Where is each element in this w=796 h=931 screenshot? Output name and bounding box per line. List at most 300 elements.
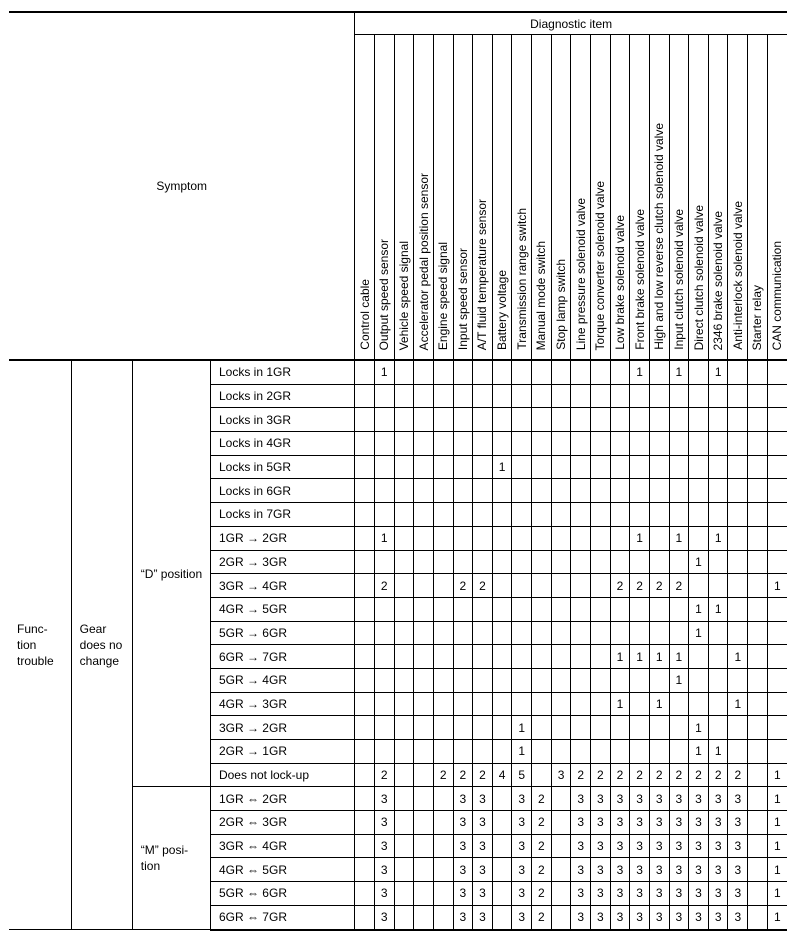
row-label: 5GR → 4GR — [210, 668, 354, 692]
priority-cell: 3 — [689, 858, 709, 882]
priority-cell — [492, 882, 512, 906]
priority-cell — [512, 597, 532, 621]
priority-cell — [748, 360, 768, 384]
priority-cell — [394, 479, 414, 503]
priority-cell: 3 — [708, 811, 728, 835]
priority-cell: 2 — [669, 763, 689, 787]
priority-cell: 3 — [630, 811, 650, 835]
column-header-label: Vehicle speed signal — [396, 240, 411, 350]
priority-cell: 3 — [689, 834, 709, 858]
priority-cell — [571, 740, 591, 764]
priority-cell — [551, 479, 571, 503]
priority-cell — [473, 455, 493, 479]
priority-cell — [374, 479, 394, 503]
priority-cell: 1 — [610, 692, 630, 716]
row-label: 5GR → 6GR — [210, 621, 354, 645]
priority-cell: 1 — [767, 763, 787, 787]
m-position-cell — [132, 787, 210, 930]
priority-cell: 3 — [571, 811, 591, 835]
priority-cell — [453, 692, 473, 716]
priority-cell — [355, 787, 375, 811]
priority-cell — [571, 384, 591, 408]
priority-cell — [610, 526, 630, 550]
priority-cell — [689, 408, 709, 432]
priority-cell — [355, 740, 375, 764]
priority-cell: 3 — [571, 858, 591, 882]
priority-cell: 3 — [571, 787, 591, 811]
priority-cell — [532, 408, 552, 432]
priority-cell — [512, 432, 532, 456]
priority-cell: 3 — [453, 834, 473, 858]
priority-cell — [433, 432, 453, 456]
priority-cell — [669, 503, 689, 527]
priority-cell — [394, 834, 414, 858]
priority-cell: 3 — [649, 882, 669, 906]
priority-cell — [532, 740, 552, 764]
priority-cell — [414, 597, 434, 621]
priority-cell — [473, 408, 493, 432]
priority-cell — [433, 716, 453, 740]
priority-cell — [551, 574, 571, 598]
column-header-label: Accelerator pedal position sensor — [416, 172, 431, 350]
priority-cell — [355, 384, 375, 408]
priority-cell — [492, 692, 512, 716]
priority-cell: 3 — [591, 882, 611, 906]
priority-cell — [767, 645, 787, 669]
priority-cell: 3 — [610, 905, 630, 929]
priority-cell — [767, 692, 787, 716]
priority-cell — [433, 668, 453, 692]
priority-cell: 3 — [591, 787, 611, 811]
priority-cell — [551, 621, 571, 645]
priority-cell — [748, 526, 768, 550]
priority-cell — [414, 574, 434, 598]
priority-cell — [571, 503, 591, 527]
priority-cell — [433, 360, 453, 384]
priority-cell: 2 — [532, 811, 552, 835]
priority-cell — [767, 716, 787, 740]
priority-cell — [492, 526, 512, 550]
priority-cell — [689, 455, 709, 479]
priority-cell: 3 — [473, 905, 493, 929]
priority-cell: 3 — [453, 858, 473, 882]
priority-cell: 3 — [669, 905, 689, 929]
priority-cell — [414, 905, 434, 929]
column-header — [433, 35, 453, 361]
priority-cell — [591, 692, 611, 716]
priority-cell — [748, 787, 768, 811]
priority-cell: 1 — [767, 858, 787, 882]
column-header-label: CAN communication — [770, 240, 785, 350]
priority-cell — [414, 384, 434, 408]
priority-cell: 3 — [708, 882, 728, 906]
priority-cell — [355, 621, 375, 645]
column-header-label: Input clutch solenoid valve — [671, 209, 686, 350]
priority-cell: 3 — [630, 882, 650, 906]
column-header-label: A/T fluid temperature sensor — [475, 198, 490, 350]
priority-cell — [394, 905, 414, 929]
row-label: Locks in 6GR — [210, 479, 354, 503]
priority-cell — [649, 740, 669, 764]
priority-cell: 3 — [512, 811, 532, 835]
priority-cell — [767, 384, 787, 408]
column-header — [610, 35, 630, 361]
priority-cell — [355, 550, 375, 574]
priority-cell: 1 — [689, 716, 709, 740]
priority-cell — [355, 716, 375, 740]
priority-cell — [649, 408, 669, 432]
priority-cell — [649, 526, 669, 550]
priority-cell — [492, 716, 512, 740]
priority-cell — [728, 668, 748, 692]
column-header — [492, 35, 512, 361]
priority-cell — [433, 621, 453, 645]
column-header-label: Battery voltage — [495, 269, 510, 350]
priority-cell — [355, 597, 375, 621]
priority-cell — [433, 740, 453, 764]
priority-cell: 3 — [728, 811, 748, 835]
priority-cell: 1 — [767, 574, 787, 598]
priority-cell — [433, 550, 453, 574]
priority-cell: 2 — [591, 763, 611, 787]
priority-cell — [610, 479, 630, 503]
priority-cell — [630, 384, 650, 408]
column-header-label: Torque converter solenoid valve — [593, 180, 608, 350]
column-header — [551, 35, 571, 361]
priority-cell: 3 — [708, 858, 728, 882]
priority-cell — [591, 384, 611, 408]
priority-cell — [414, 455, 434, 479]
priority-cell — [512, 645, 532, 669]
priority-cell — [708, 432, 728, 456]
priority-cell — [551, 834, 571, 858]
priority-cell — [610, 716, 630, 740]
priority-cell — [551, 432, 571, 456]
row-label: 3GR → 2GR — [210, 716, 354, 740]
priority-cell: 1 — [669, 668, 689, 692]
priority-cell — [571, 432, 591, 456]
priority-cell — [649, 455, 669, 479]
priority-cell — [414, 550, 434, 574]
priority-cell — [492, 740, 512, 764]
priority-cell — [532, 692, 552, 716]
priority-cell: 2 — [473, 574, 493, 598]
priority-cell — [748, 811, 768, 835]
column-header-label: Low brake solenoid valve — [612, 215, 627, 350]
priority-cell: 1 — [708, 360, 728, 384]
priority-cell — [512, 384, 532, 408]
priority-cell — [414, 787, 434, 811]
group-label-line: Gear — [79, 622, 107, 636]
priority-cell: 2 — [630, 763, 650, 787]
priority-cell — [532, 668, 552, 692]
priority-cell — [571, 550, 591, 574]
priority-cell: 3 — [689, 811, 709, 835]
priority-cell: 2 — [649, 763, 669, 787]
priority-cell — [748, 716, 768, 740]
column-header — [649, 35, 669, 361]
priority-cell: 1 — [630, 526, 650, 550]
priority-cell — [492, 905, 512, 929]
priority-cell — [394, 550, 414, 574]
priority-cell: 3 — [630, 834, 650, 858]
priority-cell — [708, 621, 728, 645]
priority-cell — [453, 503, 473, 527]
priority-cell — [355, 811, 375, 835]
priority-cell — [532, 384, 552, 408]
priority-cell — [630, 408, 650, 432]
column-header — [591, 35, 611, 361]
priority-cell: 3 — [610, 834, 630, 858]
priority-cell — [748, 503, 768, 527]
column-header-label: Direct clutch solenoid valve — [691, 204, 706, 350]
priority-cell: 3 — [610, 811, 630, 835]
priority-cell — [355, 645, 375, 669]
priority-cell — [748, 621, 768, 645]
row-label: Locks in 1GR — [210, 360, 354, 384]
priority-cell — [649, 479, 669, 503]
priority-cell — [767, 597, 787, 621]
priority-cell — [551, 550, 571, 574]
priority-cell — [571, 479, 591, 503]
priority-cell: 2 — [532, 905, 552, 929]
priority-cell: 3 — [512, 905, 532, 929]
priority-cell — [591, 574, 611, 598]
priority-cell — [355, 668, 375, 692]
priority-cell — [748, 455, 768, 479]
priority-cell: 2 — [669, 574, 689, 598]
priority-cell — [748, 432, 768, 456]
priority-cell — [492, 503, 512, 527]
priority-cell: 2 — [708, 763, 728, 787]
priority-cell: 2 — [532, 787, 552, 811]
priority-cell — [394, 692, 414, 716]
priority-cell — [551, 668, 571, 692]
priority-cell — [433, 574, 453, 598]
priority-cell — [571, 360, 591, 384]
priority-cell — [591, 479, 611, 503]
priority-cell — [355, 432, 375, 456]
priority-cell — [708, 384, 728, 408]
priority-cell — [433, 692, 453, 716]
priority-cell: 1 — [689, 550, 709, 574]
column-header — [708, 35, 728, 361]
priority-cell — [630, 503, 650, 527]
priority-cell — [551, 787, 571, 811]
priority-cell — [374, 503, 394, 527]
priority-cell — [748, 645, 768, 669]
priority-cell: 3 — [473, 811, 493, 835]
priority-cell — [728, 740, 748, 764]
priority-cell — [355, 455, 375, 479]
priority-cell — [591, 716, 611, 740]
priority-cell — [610, 550, 630, 574]
priority-cell — [414, 763, 434, 787]
priority-cell: 1 — [630, 360, 650, 384]
column-header — [414, 35, 434, 361]
priority-cell — [433, 787, 453, 811]
priority-cell — [689, 384, 709, 408]
priority-cell — [433, 905, 453, 929]
priority-cell — [610, 455, 630, 479]
column-header-label: Input speed sensor — [455, 247, 470, 350]
column-header-label: Anti-interlock solenoid valve — [730, 201, 745, 350]
priority-cell — [374, 597, 394, 621]
priority-cell — [767, 479, 787, 503]
priority-cell: 1 — [630, 645, 650, 669]
priority-cell — [414, 811, 434, 835]
priority-cell: 3 — [669, 787, 689, 811]
priority-cell: 3 — [453, 882, 473, 906]
priority-cell: 3 — [649, 858, 669, 882]
priority-cell — [374, 668, 394, 692]
priority-cell — [355, 692, 375, 716]
priority-cell — [748, 408, 768, 432]
row-label: 3GR ⇔ 4GR — [210, 834, 354, 858]
column-header — [689, 35, 709, 361]
priority-cell — [649, 621, 669, 645]
priority-cell: 3 — [708, 905, 728, 929]
diagnostic-table — [9, 11, 787, 931]
priority-cell: 2 — [374, 763, 394, 787]
priority-cell — [414, 858, 434, 882]
priority-cell — [433, 645, 453, 669]
priority-cell: 3 — [610, 858, 630, 882]
priority-cell — [551, 503, 571, 527]
priority-cell — [767, 432, 787, 456]
priority-cell — [492, 811, 512, 835]
priority-cell — [748, 858, 768, 882]
priority-cell — [433, 408, 453, 432]
priority-cell — [492, 668, 512, 692]
priority-cell: 3 — [374, 858, 394, 882]
priority-cell: 3 — [571, 882, 591, 906]
priority-cell — [591, 550, 611, 574]
priority-cell — [414, 645, 434, 669]
group-label-line: “M” posi- — [140, 843, 189, 858]
priority-cell — [767, 621, 787, 645]
priority-cell — [591, 621, 611, 645]
column-header — [374, 35, 394, 361]
priority-cell — [728, 574, 748, 598]
priority-cell — [551, 811, 571, 835]
row-label: 6GR ⇔ 7GR — [210, 905, 354, 929]
priority-cell — [728, 716, 748, 740]
priority-cell — [591, 740, 611, 764]
priority-cell: 3 — [610, 882, 630, 906]
priority-cell: 1 — [708, 597, 728, 621]
priority-cell — [630, 740, 650, 764]
priority-cell — [512, 360, 532, 384]
priority-cell — [374, 408, 394, 432]
priority-cell — [748, 763, 768, 787]
priority-cell — [512, 574, 532, 598]
priority-cell: 1 — [767, 787, 787, 811]
priority-cell — [649, 597, 669, 621]
priority-cell — [551, 645, 571, 669]
priority-cell — [689, 645, 709, 669]
priority-cell — [689, 503, 709, 527]
priority-cell — [551, 905, 571, 929]
priority-cell — [394, 597, 414, 621]
priority-cell — [767, 550, 787, 574]
priority-cell — [394, 882, 414, 906]
priority-cell — [512, 526, 532, 550]
priority-cell — [728, 408, 748, 432]
priority-cell — [433, 479, 453, 503]
priority-cell — [689, 526, 709, 550]
priority-cell — [532, 597, 552, 621]
priority-cell — [453, 597, 473, 621]
priority-cell — [649, 503, 669, 527]
priority-cell — [669, 621, 689, 645]
priority-cell — [414, 526, 434, 550]
priority-cell — [748, 882, 768, 906]
priority-cell — [394, 384, 414, 408]
priority-cell — [669, 432, 689, 456]
priority-cell — [414, 479, 434, 503]
priority-cell — [414, 882, 434, 906]
priority-cell — [728, 621, 748, 645]
priority-cell — [669, 550, 689, 574]
priority-cell: 1 — [669, 360, 689, 384]
priority-cell — [394, 432, 414, 456]
priority-cell — [630, 621, 650, 645]
priority-cell — [571, 455, 591, 479]
priority-cell — [473, 503, 493, 527]
priority-cell: 3 — [630, 858, 650, 882]
priority-cell — [374, 621, 394, 645]
priority-cell — [414, 716, 434, 740]
priority-cell: 1 — [767, 834, 787, 858]
priority-cell — [355, 882, 375, 906]
priority-cell: 1 — [512, 716, 532, 740]
priority-cell: 2 — [649, 574, 669, 598]
priority-cell — [394, 574, 414, 598]
priority-cell — [689, 574, 709, 598]
row-label: 2GR → 1GR — [210, 740, 354, 764]
priority-cell — [374, 692, 394, 716]
priority-cell: 3 — [374, 834, 394, 858]
group-label-line: Func- — [17, 622, 48, 636]
priority-cell — [728, 479, 748, 503]
group-label-line: change — [79, 654, 120, 668]
priority-cell — [374, 455, 394, 479]
priority-cell — [551, 858, 571, 882]
priority-cell: 3 — [374, 787, 394, 811]
priority-cell — [453, 716, 473, 740]
priority-cell — [591, 432, 611, 456]
row-label: 4GR → 5GR — [210, 597, 354, 621]
priority-cell — [355, 574, 375, 598]
priority-cell — [394, 503, 414, 527]
column-header-label: Line pressure solenoid valve — [573, 197, 588, 350]
priority-cell — [748, 740, 768, 764]
priority-cell — [669, 479, 689, 503]
priority-cell — [473, 550, 493, 574]
priority-cell — [610, 503, 630, 527]
priority-cell — [433, 455, 453, 479]
priority-cell: 3 — [453, 905, 473, 929]
row-label: Locks in 3GR — [210, 408, 354, 432]
priority-cell — [649, 360, 669, 384]
priority-cell — [551, 740, 571, 764]
priority-cell — [610, 432, 630, 456]
priority-cell: 1 — [374, 526, 394, 550]
column-header-label: Engine speed signal — [436, 241, 451, 350]
priority-cell — [689, 692, 709, 716]
priority-cell — [453, 408, 473, 432]
